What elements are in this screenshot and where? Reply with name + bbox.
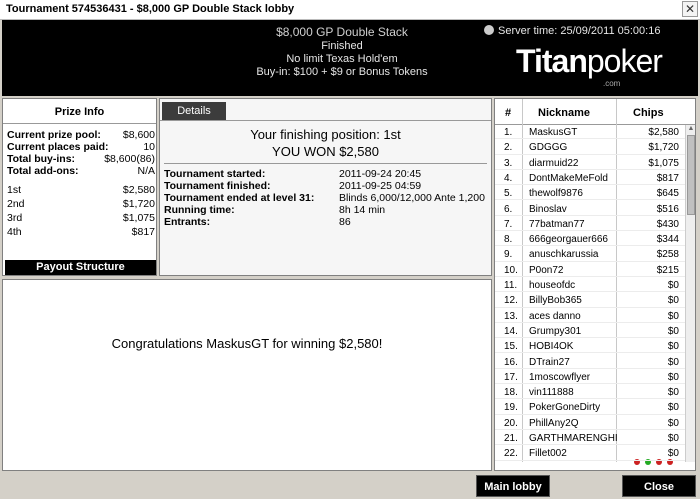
tournament-name: $8,000 GP Double Stack: [276, 25, 408, 39]
title-bar: [0, 0, 700, 20]
player-row[interactable]: [495, 126, 685, 139]
player-row[interactable]: [495, 417, 685, 430]
prize-row: Total buy-ins: $8,600(86): [7, 153, 155, 165]
player-nickname: GARTHMARENGHI: [529, 433, 618, 444]
window-title: Tournament 574536431 - $8,000 GP Double Stack lobby: [6, 3, 295, 15]
footer-bar: [0, 473, 700, 499]
detail-row: Tournament finished: 2011-09-25 04:59: [164, 180, 422, 192]
message-panel: [2, 279, 492, 471]
player-row[interactable]: [495, 187, 685, 200]
details-panel: [159, 98, 492, 276]
player-row[interactable]: [495, 371, 685, 384]
player-chips: $0: [667, 280, 679, 291]
player-nickname: anuschkarussia: [529, 249, 599, 261]
player-nickname: 77batman77: [529, 218, 585, 230]
player-nickname: 666georgauer666: [529, 234, 608, 246]
player-chips: $0: [667, 310, 679, 322]
player-nickname: Grumpy301: [529, 325, 582, 337]
player-nickname: DTrain27: [529, 356, 570, 368]
player-nickname: thewolf9876: [529, 188, 583, 200]
player-rank: 5.: [504, 188, 513, 200]
player-nickname: aces danno: [529, 310, 581, 322]
player-nickname: PokerGoneDirty: [529, 402, 601, 414]
player-row[interactable]: [495, 310, 685, 323]
finishing-position: Your finishing position: 1st: [250, 127, 401, 142]
detail-row: Tournament ended at level 31: Blinds 6,000/12,000 Ante 1,200: [164, 192, 485, 204]
player-chips: $0: [667, 371, 679, 383]
payout-structure-button[interactable]: Payout Structure: [5, 260, 156, 275]
player-rank: 19.: [504, 402, 518, 414]
player-nickname: diarmuid22: [529, 157, 579, 169]
prize-row: Current prize pool: $8,600: [7, 129, 155, 141]
player-nickname: Binoslav: [529, 203, 567, 215]
player-row[interactable]: [495, 172, 685, 185]
place-row: 2nd $1,720: [7, 198, 155, 210]
player-rank: 17.: [504, 371, 518, 383]
prize-row: Total add-ons: N/A: [7, 165, 155, 177]
player-rank: 8.: [504, 234, 513, 246]
player-row[interactable]: [495, 141, 685, 154]
player-nickname: Fillet002: [529, 448, 567, 460]
player-row[interactable]: [495, 447, 685, 460]
player-nickname: MaskusGT: [529, 127, 578, 138]
player-rank: 21.: [504, 433, 518, 444]
column-header-chips[interactable]: Chips: [633, 107, 664, 119]
detail-row: Entrants: 86: [164, 216, 351, 228]
player-chips: $0: [667, 356, 679, 368]
server-time: [484, 25, 660, 37]
column-header-num[interactable]: #: [505, 107, 512, 119]
tournament-header: [2, 20, 698, 96]
player-nickname: HOBI4OK: [529, 341, 574, 353]
prize-row: Current places paid: 10: [7, 141, 155, 153]
place-row: 1st $2,580: [7, 184, 155, 196]
player-chips: $0: [667, 402, 679, 414]
player-rank: 11.: [504, 280, 518, 291]
player-row[interactable]: [495, 340, 685, 353]
player-nickname: 1moscowflyer: [529, 371, 591, 383]
player-chips: $0: [667, 341, 679, 353]
player-row[interactable]: [495, 218, 685, 231]
scrollbar-thumb[interactable]: [687, 135, 695, 215]
player-nickname: vin111888: [529, 387, 574, 399]
player-rank: 13.: [504, 310, 518, 322]
player-row[interactable]: [495, 233, 685, 246]
place-row: 4th $817: [7, 226, 155, 238]
player-rank: 2.: [504, 142, 513, 154]
game-type: No limit Texas Hold'em: [286, 53, 398, 65]
divider: [160, 120, 491, 121]
player-chips: $1,075: [648, 157, 679, 169]
tab-details[interactable]: Details: [162, 102, 226, 120]
player-row[interactable]: [495, 432, 685, 445]
player-chips: $215: [656, 264, 679, 276]
player-row[interactable]: [495, 386, 685, 399]
player-rank: 18.: [504, 387, 518, 399]
player-chips: $516: [656, 203, 679, 215]
player-chips: $0: [667, 433, 679, 444]
player-nickname: BillyBob365: [529, 295, 582, 307]
player-rank: 12.: [504, 295, 518, 307]
column-header-nickname[interactable]: Nickname: [538, 107, 590, 119]
player-rank: 9.: [504, 249, 513, 261]
player-nickname: GDGGG: [529, 142, 568, 154]
player-row[interactable]: [495, 203, 685, 216]
player-rank: 4.: [504, 172, 513, 184]
place-row: 3rd $1,075: [7, 212, 155, 224]
player-nickname: PhillAny2Q: [529, 417, 579, 429]
tournament-status: Finished: [321, 40, 363, 52]
winnings: YOU WON $2,580: [272, 144, 379, 159]
server-time-text: Server time: 25/09/2011 05:00:16: [498, 25, 661, 37]
prize-info-title: Prize Info: [54, 106, 105, 118]
player-row[interactable]: [495, 401, 685, 414]
divider: [164, 163, 487, 164]
player-row[interactable]: [495, 356, 685, 369]
player-rank: 20.: [504, 417, 518, 429]
player-chips: $2,580: [648, 127, 679, 138]
congratulations-message: Congratulations MaskusGT for winning $2,580!: [111, 336, 383, 351]
player-rank: 10.: [504, 264, 518, 276]
logo-com: .com: [603, 79, 621, 88]
player-nickname: P0on72: [529, 264, 564, 276]
player-chips: $344: [656, 234, 679, 246]
player-row[interactable]: [495, 325, 685, 338]
player-row[interactable]: [495, 248, 685, 261]
divider: [3, 123, 156, 124]
players-scrollbar[interactable]: [685, 125, 695, 462]
player-rank: 3.: [504, 157, 513, 169]
player-chips: $1,720: [648, 142, 679, 154]
player-chips: $430: [656, 218, 679, 230]
main-lobby-button[interactable]: Main lobby: [476, 475, 550, 497]
player-rank: 1.: [504, 127, 513, 138]
player-rank: 16.: [504, 356, 518, 368]
player-row[interactable]: [495, 157, 685, 170]
player-rank: 22.: [504, 448, 518, 460]
players-table-header: [495, 99, 695, 125]
prize-info-panel: [2, 98, 157, 276]
close-icon[interactable]: ✕: [682, 1, 698, 17]
player-chips: $0: [667, 387, 679, 399]
player-row[interactable]: [495, 264, 685, 277]
player-row[interactable]: [495, 279, 685, 292]
players-panel: [494, 98, 696, 471]
player-rank: 6.: [504, 203, 513, 215]
clock-icon: [484, 25, 494, 35]
player-chips: $817: [656, 172, 679, 184]
player-nickname: DontMakeMeFold: [529, 172, 608, 184]
player-chips: $0: [667, 448, 679, 460]
scroll-up-icon[interactable]: ▲: [687, 125, 695, 132]
player-rank: 14.: [504, 325, 518, 337]
player-nickname: houseofdc: [529, 280, 576, 291]
titanpoker-logo: Titanpoker: [516, 43, 662, 79]
player-chips: $0: [667, 325, 679, 337]
player-chips: $645: [656, 188, 679, 200]
player-row[interactable]: [495, 294, 685, 307]
detail-row: Tournament started: 2011-09-24 20:45: [164, 168, 422, 180]
player-chips: $258: [656, 249, 679, 261]
player-rank: 7.: [504, 218, 513, 230]
close-button[interactable]: Close: [622, 475, 696, 497]
player-chips: $0: [667, 295, 679, 307]
player-chips: $0: [667, 417, 679, 429]
player-rank: 15.: [504, 341, 518, 353]
detail-row: Running time: 8h 14 min: [164, 204, 386, 216]
buy-in: Buy-in: $100 + $9 or Bonus Tokens: [256, 66, 428, 78]
